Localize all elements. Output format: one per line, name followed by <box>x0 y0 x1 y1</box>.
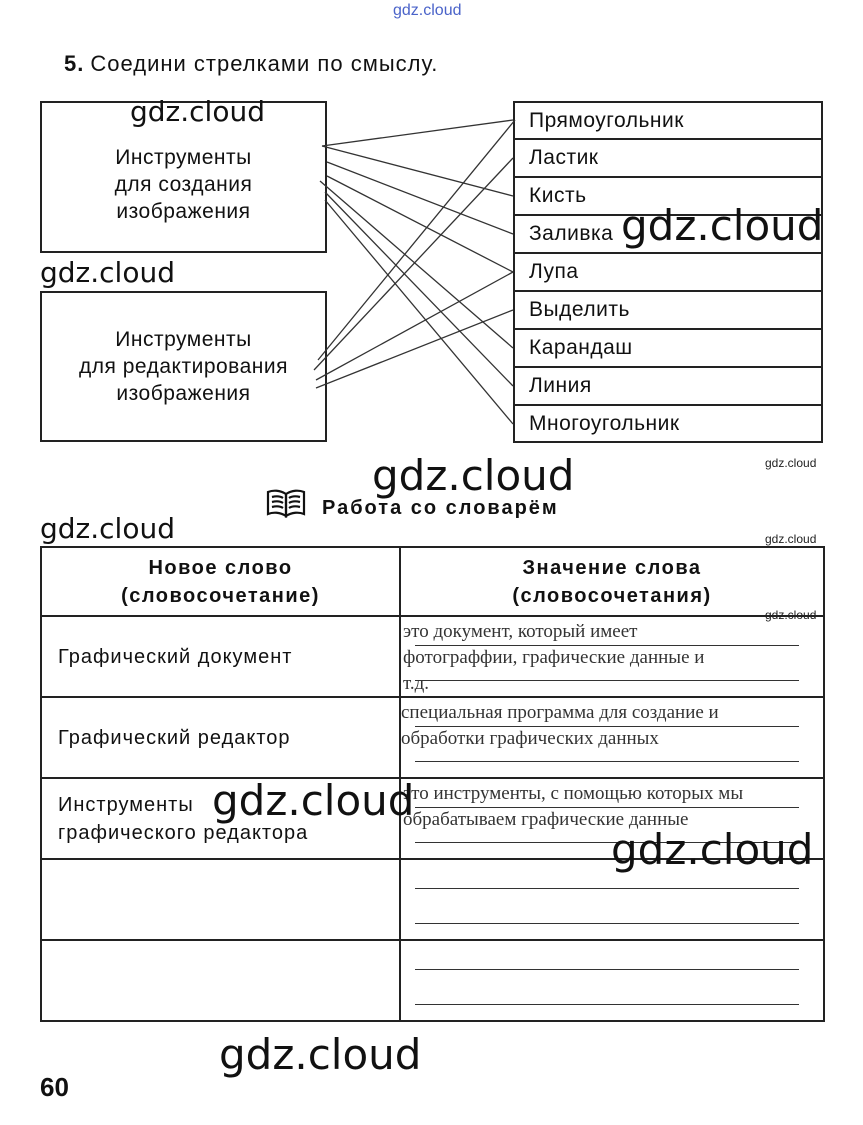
meaning-text: специальная программа для создание и обработки графических данных <box>401 702 719 749</box>
task-number: 5. <box>64 51 85 76</box>
term-cell: Графический редактор <box>41 697 400 778</box>
page-number: 60 <box>40 1072 69 1102</box>
meaning-cell <box>400 940 824 1021</box>
answer-rule <box>415 969 799 970</box>
watermark: gdz.cloud <box>219 1030 422 1079</box>
term-cell <box>41 859 400 940</box>
term-cell: Графический документ <box>41 616 400 697</box>
table-row-empty <box>41 940 824 1021</box>
right-item-label: Заливка <box>529 222 614 245</box>
right-item-label: Ластик <box>529 146 599 169</box>
term-cell: Инструменты графического редактора <box>41 778 400 859</box>
table-header-row <box>41 547 824 616</box>
watermark: gdz.cloud <box>372 451 575 500</box>
line-create-line <box>325 192 513 386</box>
dictionary-table <box>40 546 825 1022</box>
right-item-label: Лупа <box>529 260 579 283</box>
right-item-label: Линия <box>529 374 592 397</box>
answer-rule <box>415 923 799 924</box>
line-create-polygon <box>325 200 513 424</box>
watermark-small: gdz.cloud <box>765 608 817 622</box>
answer-rule <box>415 888 799 889</box>
term-cell <box>41 940 400 1021</box>
watermark-small: gdz.cloud <box>765 532 817 546</box>
watermark-small: gdz.cloud <box>765 456 817 470</box>
line-create-rectangle <box>322 120 513 146</box>
right-item-label: Многоугольник <box>529 411 680 435</box>
answer-rule <box>415 1004 799 1005</box>
watermark: gdz.cloud <box>40 512 175 545</box>
meaning-cell <box>400 616 824 697</box>
watermark: gdz.cloud <box>621 201 824 250</box>
left-box-editing-text: Инструменты для редактирования изображения <box>79 328 288 405</box>
table-row <box>41 697 824 778</box>
right-item-label: Прямоугольник <box>529 108 684 132</box>
section-title: Работа со словарём <box>322 497 559 519</box>
task-instruction: Соедини стрелками по смыслу. <box>90 51 439 76</box>
left-box-creation-text: Инструменты для создания изображения <box>114 145 253 223</box>
meaning-text: это инструменты, с помощью которых мы обрабатываем графические данные <box>403 783 744 830</box>
watermark: gdz.cloud <box>130 95 265 128</box>
right-item-label: Выделить <box>529 298 630 321</box>
line-edit-select <box>316 310 513 388</box>
right-item-label: Карандаш <box>529 336 633 359</box>
answer-rule <box>415 761 799 762</box>
line-edit-eraser <box>314 158 513 370</box>
meaning-cell <box>400 697 824 778</box>
watermark: gdz.cloud <box>40 256 175 289</box>
header-meaning: Значение слова (словосочетания) <box>400 547 824 616</box>
header-new-word: Новое слово (словосочетание) <box>41 547 400 616</box>
table-row <box>41 616 824 697</box>
watermark: gdz.cloud <box>212 776 415 825</box>
right-item-label: Кисть <box>529 184 587 207</box>
watermark: gdz.cloud <box>611 825 814 874</box>
watermark-top: gdz.cloud <box>393 2 462 19</box>
open-book-icon <box>266 488 306 518</box>
meaning-text: это документ, который имеет фотограффии, графические данные и т.д. <box>403 621 705 694</box>
